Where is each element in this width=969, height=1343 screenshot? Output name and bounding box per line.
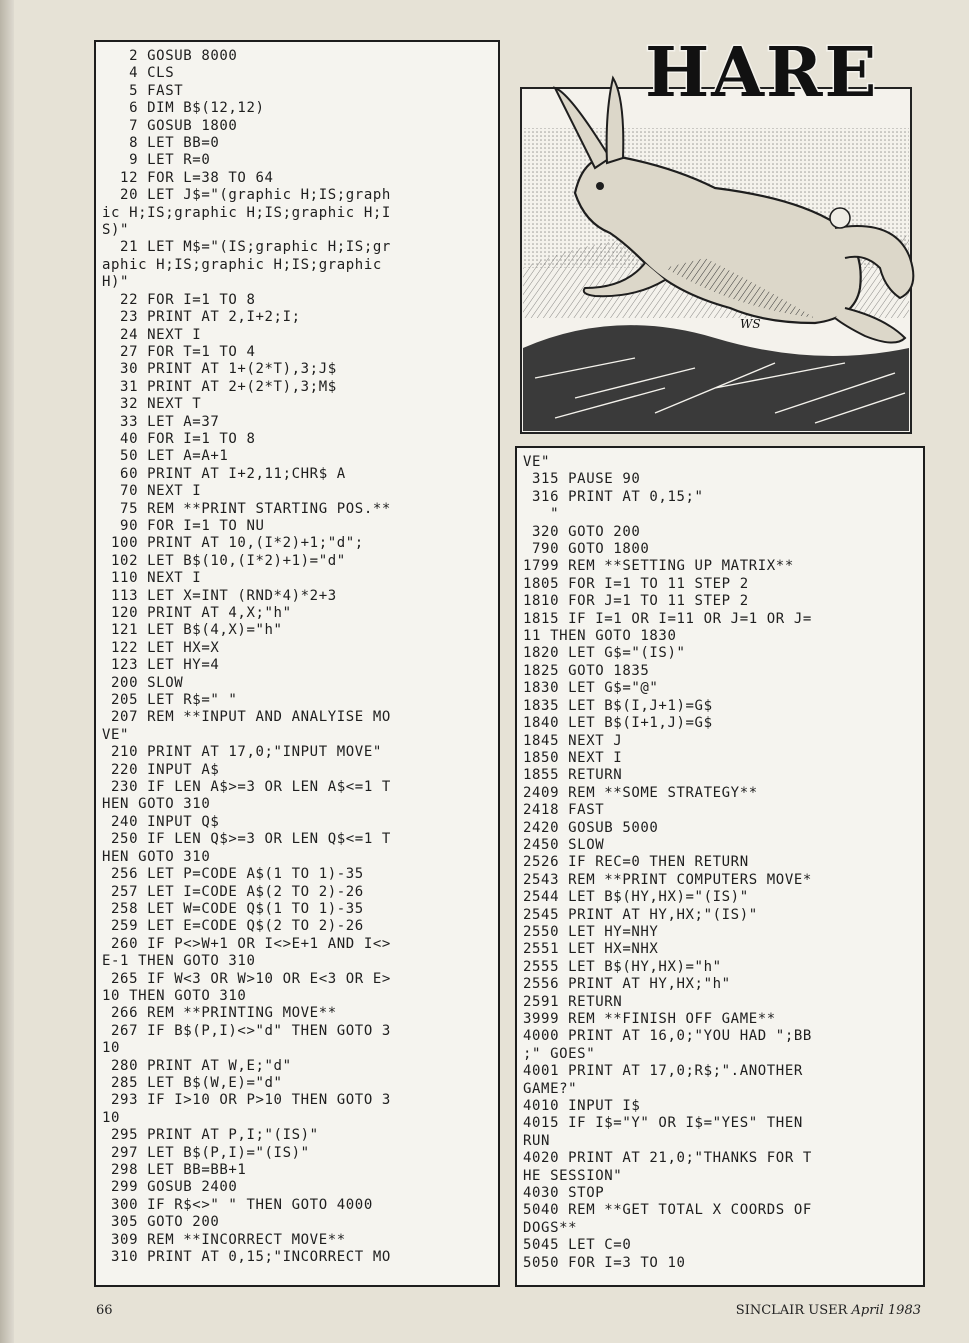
code-line: 21 LET M$="(IS;graphic H;IS;gr <box>102 239 391 256</box>
code-line: 6 DIM B$(12,12) <box>102 100 265 117</box>
page-edge <box>0 0 14 1343</box>
code-line: VE" <box>102 726 130 743</box>
code-line: 315 PAUSE 90 <box>523 471 641 488</box>
code-line: 300 IF R$<>" " THEN GOTO 4000 <box>102 1196 373 1213</box>
code-line: 30 PRINT AT 1+(2*T),3;J$ <box>102 361 337 378</box>
code-line: 1835 LET B$(I,J+1)=G$ <box>523 697 713 714</box>
code-line: S)" <box>102 222 130 239</box>
code-line: 210 PRINT AT 17,0;"INPUT MOVE" <box>102 744 382 761</box>
code-line: 100 PRINT AT 10,(I*2)+1;"d"; <box>102 535 364 552</box>
code-line: 5050 FOR I=3 TO 10 <box>523 1254 686 1271</box>
code-line: 40 FOR I=1 TO 8 <box>102 430 256 447</box>
code-line: 2556 PRINT AT HY,HX;"h" <box>523 976 731 993</box>
code-line: 790 GOTO 1800 <box>523 541 650 558</box>
code-line: 200 SLOW <box>102 674 184 691</box>
code-line: 1825 GOTO 1835 <box>523 662 650 679</box>
code-line: 4000 PRINT AT 16,0;"YOU HAD ";BB <box>523 1028 812 1045</box>
code-line: 1799 REM **SETTING UP MATRIX** <box>523 558 794 575</box>
code-line: 305 GOTO 200 <box>102 1214 220 1231</box>
code-line: 320 GOTO 200 <box>523 523 641 540</box>
code-line: 7 GOSUB 1800 <box>102 117 238 134</box>
code-line: 4 CLS <box>102 65 175 82</box>
issue-date: April 1983 <box>851 1303 921 1318</box>
listing-right <box>515 446 925 1287</box>
code-line: 2544 LET B$(HY,HX)="(IS)" <box>523 889 749 906</box>
code-line: 258 LET W=CODE Q$(1 TO 1)-35 <box>102 900 364 917</box>
code-line: 1845 NEXT J <box>523 732 623 749</box>
code-line: 1850 NEXT I <box>523 749 623 766</box>
code-line: 285 LET B$(W,E)="d" <box>102 1074 283 1091</box>
code-lines-left <box>102 48 498 1266</box>
code-line: 113 LET X=INT (RND*4)*2+3 <box>102 587 337 604</box>
code-line: 1805 FOR I=1 TO 11 STEP 2 <box>523 575 749 592</box>
code-line: ic H;IS;graphic H;IS;graphic H;I <box>102 204 391 221</box>
code-line: 2591 RETURN <box>523 993 623 1010</box>
code-line: ;" GOES" <box>523 1045 596 1062</box>
code-line: 309 REM **INCORRECT MOVE** <box>102 1231 346 1248</box>
code-line: 50 LET A=A+1 <box>102 448 229 465</box>
code-line: 3999 REM **FINISH OFF GAME** <box>523 1011 776 1027</box>
code-line: 299 GOSUB 2400 <box>102 1179 238 1196</box>
hare-illustration <box>515 18 935 438</box>
code-line: 2545 PRINT AT HY,HX;"(IS)" <box>523 906 758 923</box>
code-line: 240 INPUT Q$ <box>102 813 220 830</box>
code-line: H)" <box>102 274 130 291</box>
code-line: 1810 FOR J=1 TO 11 STEP 2 <box>523 593 749 610</box>
code-line: HEN GOTO 310 <box>102 848 211 865</box>
magazine-folio <box>736 1303 921 1318</box>
code-line: 110 NEXT I <box>102 570 202 587</box>
code-line: 298 LET BB=BB+1 <box>102 1162 247 1178</box>
code-line: 5040 REM **GET TOTAL X COORDS OF <box>523 1202 812 1219</box>
code-line: 4010 INPUT I$ <box>523 1098 641 1115</box>
code-line: 4015 IF I$="Y" OR I$="YES" THEN <box>523 1115 803 1132</box>
code-line: 266 REM **PRINTING MOVE** <box>102 1005 337 1022</box>
code-line: 20 LET J$="(graphic H;IS;graph <box>102 187 391 204</box>
code-line: 11 THEN GOTO 1830 <box>523 628 677 645</box>
code-line: 256 LET P=CODE A$(1 TO 1)-35 <box>102 866 364 883</box>
code-line: RUN <box>523 1132 551 1149</box>
code-line: 8 LET BB=0 <box>102 135 220 152</box>
code-line: 1840 LET B$(I+1,J)=G$ <box>523 715 713 732</box>
code-line: 310 PRINT AT 0,15;"INCORRECT MO <box>102 1249 391 1266</box>
code-line: 257 LET I=CODE A$(2 TO 2)-26 <box>102 883 364 900</box>
code-line: 22 FOR I=1 TO 8 <box>102 291 256 308</box>
code-line: 5 FAST <box>102 82 184 99</box>
code-line: 2543 REM **PRINT COMPUTERS MOVE* <box>523 871 812 888</box>
code-line: 1830 LET G$="@" <box>523 680 659 697</box>
code-line: HE SESSION" <box>523 1167 623 1184</box>
code-line: 2550 LET HY=NHY <box>523 923 659 940</box>
code-line: 267 IF B$(P,I)<>"d" THEN GOTO 3 <box>102 1022 391 1039</box>
code-line: 2 GOSUB 8000 <box>102 48 238 64</box>
code-lines-right <box>523 454 923 1272</box>
code-line: 27 FOR T=1 TO 4 <box>102 343 256 360</box>
magazine-name: SINCLAIR USER <box>735 1303 848 1318</box>
code-line: 220 INPUT A$ <box>102 761 220 778</box>
code-line: 90 FOR I=1 TO NU <box>102 517 265 534</box>
code-line: 4001 PRINT AT 17,0;R$;".ANOTHER <box>523 1063 803 1080</box>
code-line: 23 PRINT AT 2,I+2;I; <box>102 309 301 326</box>
hare-eye <box>596 182 604 190</box>
code-line: aphic H;IS;graphic H;IS;graphic <box>102 256 382 273</box>
code-line: 2420 GOSUB 5000 <box>523 819 659 836</box>
code-line: 122 LET HX=X <box>102 639 220 656</box>
code-line: 60 PRINT AT I+2,11;CHR$ A <box>102 465 346 482</box>
code-line: 280 PRINT AT W,E;"d" <box>102 1057 292 1074</box>
code-line: 10 THEN GOTO 310 <box>102 987 247 1004</box>
code-line: 297 LET B$(P,I)="(IS)" <box>102 1144 310 1161</box>
code-line: 295 PRINT AT P,I;"(IS)" <box>102 1127 319 1144</box>
hare-tail <box>830 208 850 228</box>
code-line: 265 IF W<3 OR W>10 OR E<3 OR E> <box>102 970 391 987</box>
code-line: 123 LET HY=4 <box>102 657 220 674</box>
code-line: 4030 STOP <box>523 1185 605 1202</box>
code-line: 12 FOR L=38 TO 64 <box>102 169 274 186</box>
code-line: 2526 IF REC=0 THEN RETURN <box>523 854 749 871</box>
page-number: 66 <box>96 1303 113 1318</box>
code-line: 31 PRINT AT 2+(2*T),3;M$ <box>102 378 337 395</box>
code-line: 205 LET R$=" " <box>102 692 238 709</box>
code-line: 4020 PRINT AT 21,0;"THANKS FOR T <box>523 1150 812 1167</box>
code-line: 5045 LET C=0 <box>523 1237 632 1254</box>
title-logo: HARE <box>645 33 879 113</box>
code-line: 24 NEXT I <box>102 326 202 343</box>
code-line: 2555 LET B$(HY,HX)="h" <box>523 958 722 975</box>
code-line: 10 <box>102 1109 121 1126</box>
code-line: 102 LET B$(10,(I*2)+1)="d" <box>102 552 346 569</box>
listing-left <box>94 40 500 1287</box>
code-line: 316 PRINT AT 0,15;" <box>523 488 704 505</box>
code-line: 260 IF P<>W+1 OR I<>E+1 AND I<> <box>102 935 391 952</box>
code-line: VE" <box>523 454 551 470</box>
code-line: HEN GOTO 310 <box>102 796 211 813</box>
code-line: 121 LET B$(4,X)="h" <box>102 622 283 639</box>
code-line: E-1 THEN GOTO 310 <box>102 953 256 970</box>
artist-signature: WS <box>740 317 761 331</box>
code-line: 33 LET A=37 <box>102 413 220 430</box>
code-line: 32 NEXT T <box>102 396 202 413</box>
code-line: " <box>523 506 560 523</box>
code-line: 9 LET R=0 <box>102 152 211 169</box>
code-line: DOGS** <box>523 1219 578 1236</box>
code-line: 250 IF LEN Q$>=3 OR LEN Q$<=1 T <box>102 831 391 848</box>
code-line: GAME?" <box>523 1080 578 1097</box>
code-line: 207 REM **INPUT AND ANALYISE MO <box>102 709 391 726</box>
code-line: 1815 IF I=1 OR I=11 OR J=1 OR J= <box>523 610 812 627</box>
code-line: 75 REM **PRINT STARTING POS.** <box>102 500 391 517</box>
code-line: 293 IF I>10 OR P>10 THEN GOTO 3 <box>102 1092 391 1109</box>
code-line: 1820 LET G$="(IS)" <box>523 645 686 662</box>
code-line: 2409 REM **SOME STRATEGY** <box>523 784 758 801</box>
code-line: 2418 FAST <box>523 802 605 819</box>
code-line: 2551 LET HX=NHX <box>523 941 659 958</box>
code-line: 2450 SLOW <box>523 836 605 853</box>
code-line: 10 <box>102 1040 121 1057</box>
code-line: 1855 RETURN <box>523 767 623 784</box>
code-line: 70 NEXT I <box>102 483 202 500</box>
code-line: 259 LET E=CODE Q$(2 TO 2)-26 <box>102 918 364 935</box>
code-line: 230 IF LEN A$>=3 OR LEN A$<=1 T <box>102 779 391 796</box>
code-line: 120 PRINT AT 4,X;"h" <box>102 605 292 621</box>
